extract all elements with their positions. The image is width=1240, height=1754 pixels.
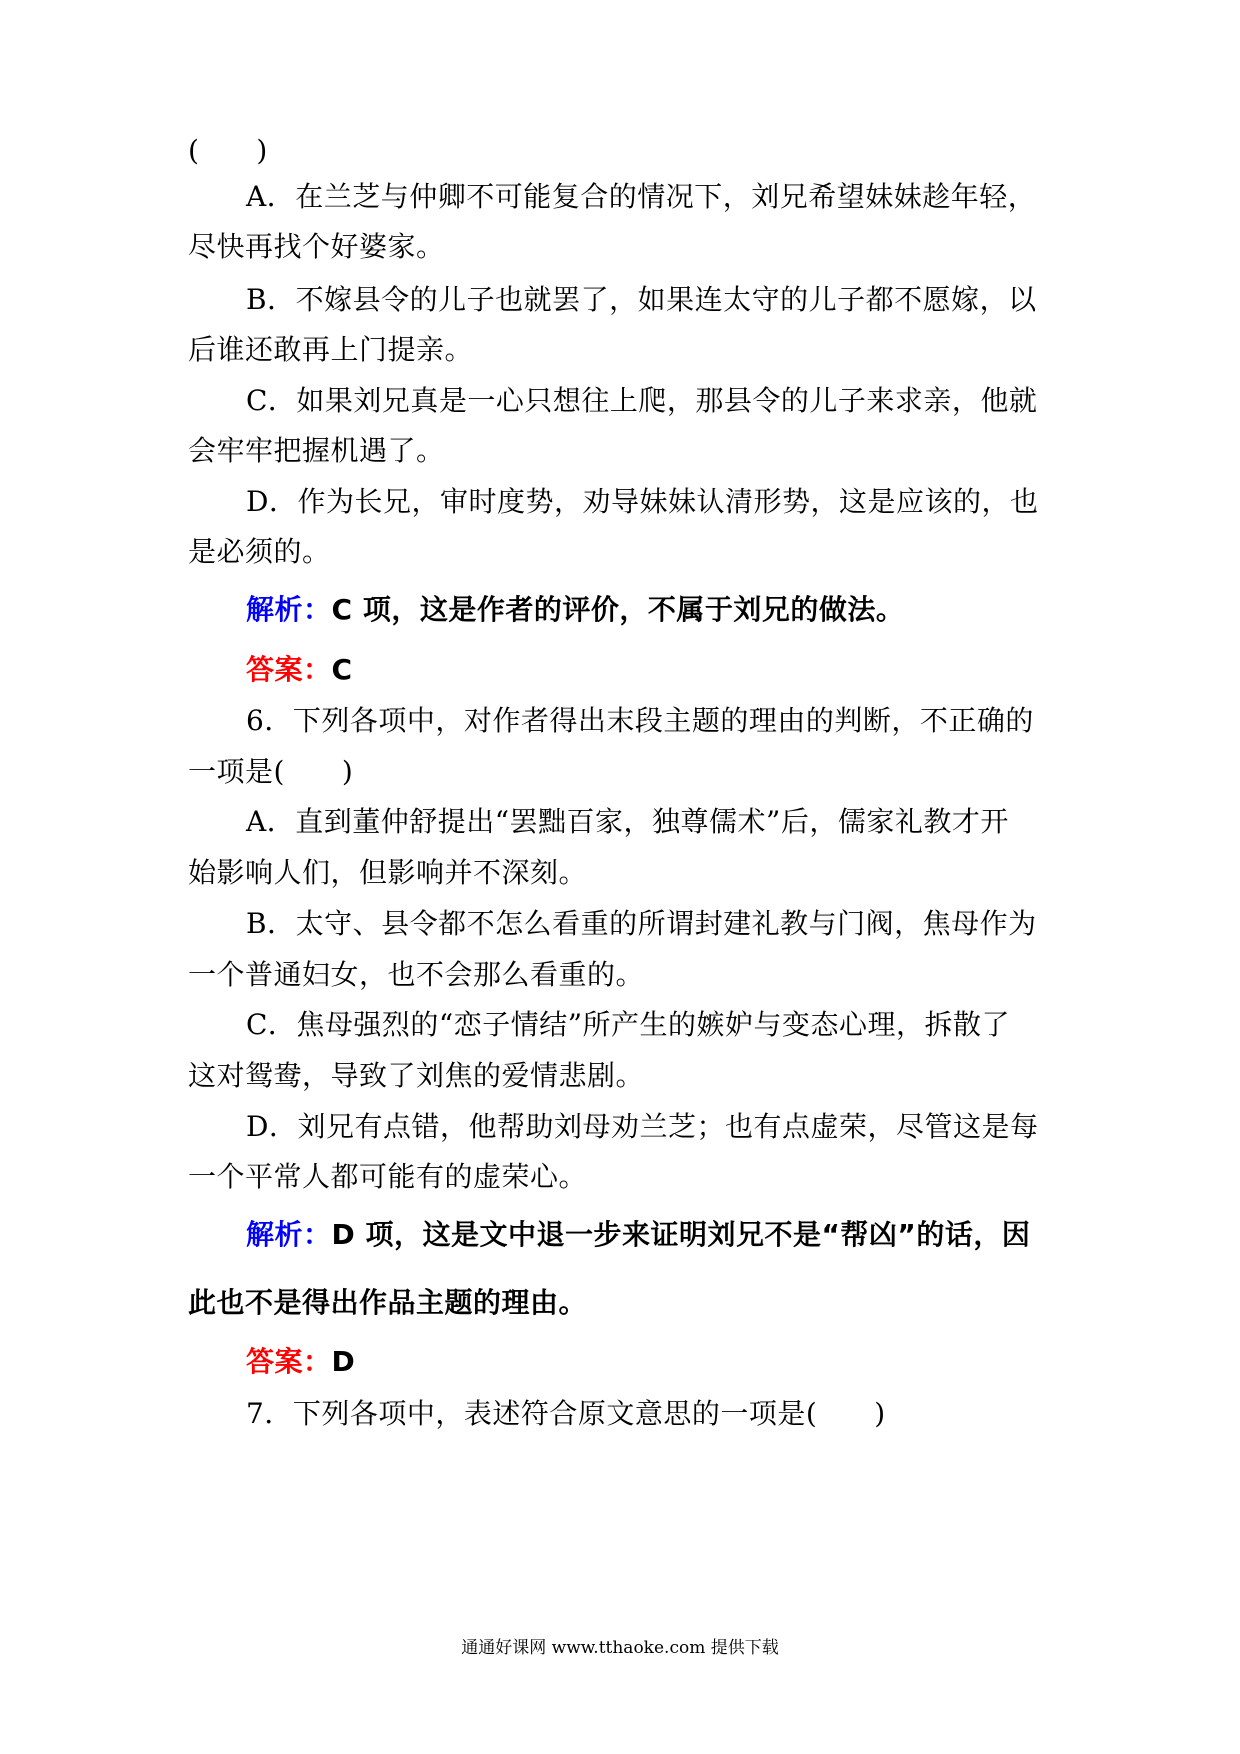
q6-stem-line2: 一项是( ) xyxy=(188,755,354,788)
q5-analysis-text: C 项，这是作者的评价，不属于刘兄的做法。 xyxy=(331,593,905,626)
q6-answer-text: D xyxy=(331,1345,356,1378)
q5-option-b-line1: B．不嫁县令的儿子也就罢了，如果连太守的儿子都不愿嫁，以 xyxy=(246,283,1037,316)
q5-analysis-label: 解析： xyxy=(246,593,332,626)
q6-analysis-line1 xyxy=(246,1215,1030,1255)
q6-option-d-line1: D．刘兄有点错，他帮助刘母劝兰芝；也有点虚荣，尽管这是每 xyxy=(246,1110,1039,1143)
q6-stem-line1: 6．下列各项中，对作者得出末段主题的理由的判断，不正确的 xyxy=(246,704,1034,737)
q6-option-c-line2: 这对鸳鸯，导致了刘焦的爱情悲剧。 xyxy=(188,1059,645,1092)
q5-option-b-line2: 后谁还敢再上门提亲。 xyxy=(188,333,474,366)
q5-option-d-line2: 是必须的。 xyxy=(188,535,331,568)
q5-option-a-line1: A．在兰芝与仲卿不可能复合的情况下，刘兄希望妹妹趁年轻， xyxy=(246,180,1037,213)
q6-answer-label: 答案： xyxy=(246,1345,332,1378)
q5-option-c-line1: C．如果刘兄真是一心只想往上爬，那县令的儿子来求亲，他就 xyxy=(246,384,1038,417)
q5-option-c-line2: 会牢牢把握机遇了。 xyxy=(188,434,445,467)
q6-answer xyxy=(246,1342,355,1382)
q5-answer xyxy=(246,650,353,690)
q6-option-b-line2: 一个普通妇女，也不会那么看重的。 xyxy=(188,958,645,991)
q5-option-a-line2: 尽快再找个好婆家。 xyxy=(188,230,445,263)
q5-answer-label: 答案： xyxy=(246,653,332,686)
q5-stem-tail: ( ) xyxy=(188,134,268,167)
q6-option-d-line2: 一个平常人都可能有的虚荣心。 xyxy=(188,1160,588,1193)
q5-analysis xyxy=(246,590,904,630)
footer-source: 通通好课网 www.tthaoke.com 提供下载 xyxy=(461,1638,779,1658)
q6-analysis-label: 解析： xyxy=(246,1218,332,1251)
q6-option-c-line1: C．焦母强烈的“恋子情结”所产生的嫉妒与变态心理，拆散了 xyxy=(246,1008,1011,1041)
q6-analysis-text-1: D 项，这是文中退一步来证明刘兄不是“帮凶”的话，因 xyxy=(331,1218,1031,1251)
q6-option-a-line1: A．直到董仲舒提出“罢黜百家，独尊儒术”后，儒家礼教才开 xyxy=(246,805,1009,838)
q7-stem: 7．下列各项中，表述符合原文意思的一项是( ) xyxy=(246,1397,886,1430)
q6-analysis-line2: 此也不是得出作品主题的理由。 xyxy=(188,1286,588,1319)
q6-option-a-line2: 始影响人们，但影响并不深刻。 xyxy=(188,856,588,889)
q6-option-b-line1: B．太守、县令都不怎么看重的所谓封建礼教与门阀，焦母作为 xyxy=(246,907,1037,940)
q5-option-d-line1: D．作为长兄，审时度势，劝导妹妹认清形势，这是应该的，也 xyxy=(246,485,1039,518)
q5-answer-text: C xyxy=(331,653,353,686)
